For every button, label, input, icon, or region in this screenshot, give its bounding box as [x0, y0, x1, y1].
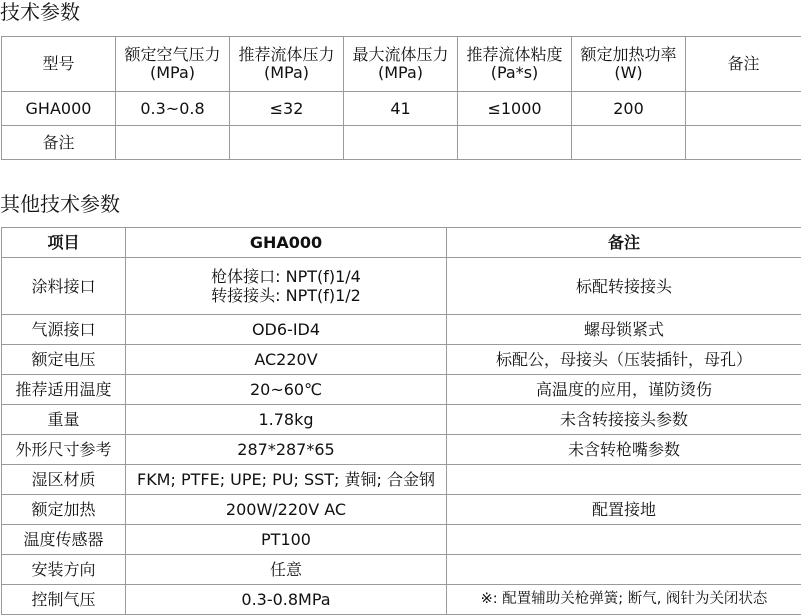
- table-cell: ≤1000: [458, 92, 572, 126]
- value-cell: [126, 315, 447, 345]
- section-title-tech-params: 技术参数: [0, 0, 80, 24]
- table-cell: ≤32: [230, 92, 344, 126]
- header-line: 最大流体压力: [352, 45, 449, 64]
- table-cell: [344, 126, 458, 160]
- table-row: [2, 495, 801, 525]
- value-line: 枪体接口: NPT(f)1/4: [211, 267, 361, 286]
- value-line: 任意: [269, 560, 302, 579]
- header-line: (MPa): [263, 63, 310, 82]
- table-cell: [458, 126, 572, 160]
- header-cell: 项目: [2, 228, 126, 258]
- note-cell: [447, 525, 801, 555]
- section-title-other-params: 其他技术参数: [0, 192, 120, 216]
- table-row: [2, 525, 801, 555]
- header-cell: GHA000: [126, 228, 447, 258]
- table-row: [2, 345, 801, 375]
- table-header-row: [2, 37, 801, 92]
- item-cell: 控制气压: [2, 585, 126, 615]
- table-row: [2, 465, 801, 495]
- header-cell: [686, 37, 801, 92]
- header-line: 备注: [727, 54, 760, 73]
- value-line: PT100: [261, 530, 311, 549]
- value-cell: [126, 525, 447, 555]
- table-row: [2, 258, 801, 315]
- value-line: AC220V: [254, 350, 318, 369]
- note-cell: 螺母锁紧式: [447, 315, 801, 345]
- table-cell: 0.3~0.8: [116, 92, 230, 126]
- value-cell: [126, 465, 447, 495]
- value-cell: [126, 495, 447, 525]
- table-header-row: [2, 228, 801, 258]
- note-cell: ※: 配置辅助关枪弹簧; 断气, 阀针为关闭状态: [447, 585, 801, 615]
- value-line: FKM; PTFE; UPE; PU; SST; 黄铜; 合金钢: [136, 470, 435, 489]
- header-line: 型号: [42, 54, 75, 73]
- value-line: 0.3-0.8MPa: [241, 590, 331, 609]
- header-cell: [458, 37, 572, 92]
- table-row: [2, 585, 801, 615]
- value-cell: [126, 258, 447, 315]
- header-line: 额定空气压力: [124, 45, 221, 64]
- item-cell: 气源接口: [2, 315, 126, 345]
- note-cell: 配置接地: [447, 495, 801, 525]
- header-cell: [116, 37, 230, 92]
- table-row: [2, 315, 801, 345]
- table-cell: 41: [344, 92, 458, 126]
- table-row: [2, 405, 801, 435]
- item-cell: 温度传感器: [2, 525, 126, 555]
- table-row: [2, 92, 801, 126]
- header-line: 额定加热功率: [580, 45, 677, 64]
- value-line: 转接接头: NPT(f)1/2: [211, 286, 361, 305]
- table-row: [2, 555, 801, 585]
- table-row: [2, 375, 801, 405]
- value-cell: [126, 585, 447, 615]
- table-row: [2, 126, 801, 160]
- other-params-table: [1, 227, 801, 615]
- value-line: 200W/220V AC: [225, 500, 347, 519]
- item-cell: 重量: [2, 405, 126, 435]
- value-cell: [126, 345, 447, 375]
- note-cell: 标配公，母接头（压装插针，母孔）: [447, 345, 801, 375]
- item-cell: 涂料接口: [2, 258, 126, 315]
- header-cell: [344, 37, 458, 92]
- header-line: (W): [614, 63, 643, 82]
- header-line: 推荐流体粘度: [466, 45, 563, 64]
- value-cell: [126, 405, 447, 435]
- note-cell: 未含转接接头参数: [447, 405, 801, 435]
- table-cell: 200: [572, 92, 686, 126]
- value-line: 20~60℃: [249, 380, 323, 399]
- header-line: 推荐流体压力: [238, 45, 335, 64]
- table-row: [2, 435, 801, 465]
- header-cell: [2, 37, 116, 92]
- header-line: (MPa): [377, 63, 424, 82]
- header-cell: [230, 37, 344, 92]
- table-cell: GHA000: [2, 92, 116, 126]
- tech-params-table: [1, 36, 801, 160]
- value-line: OD6-ID4: [251, 320, 321, 339]
- value-cell: [126, 555, 447, 585]
- table-cell: 备注: [2, 126, 116, 160]
- header-cell: [572, 37, 686, 92]
- note-cell: [447, 465, 801, 495]
- item-cell: 推荐适用温度: [2, 375, 126, 405]
- item-cell: 额定加热: [2, 495, 126, 525]
- table-cell: [686, 126, 801, 160]
- note-cell: 未含转枪嘴参数: [447, 435, 801, 465]
- item-cell: 安装方向: [2, 555, 126, 585]
- header-line: (Pa*s): [490, 63, 539, 82]
- note-cell: [447, 555, 801, 585]
- table-cell: [116, 126, 230, 160]
- value-cell: [126, 435, 447, 465]
- table-cell: [572, 126, 686, 160]
- note-cell: 高温度的应用，谨防烫伤: [447, 375, 801, 405]
- note-cell: 标配转接接头: [447, 258, 801, 315]
- table-cell: [686, 92, 801, 126]
- value-line: 287*287*65: [237, 440, 335, 459]
- value-cell: [126, 375, 447, 405]
- item-cell: 外形尺寸参考: [2, 435, 126, 465]
- header-cell: 备注: [447, 228, 801, 258]
- value-line: 1.78kg: [258, 410, 314, 429]
- header-line: (MPa): [149, 63, 196, 82]
- item-cell: 额定电压: [2, 345, 126, 375]
- item-cell: 湿区材质: [2, 465, 126, 495]
- table-cell: [230, 126, 344, 160]
